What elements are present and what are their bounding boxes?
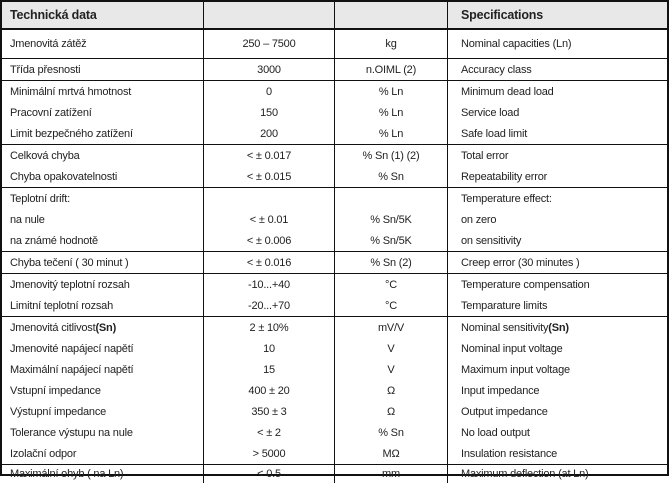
row-value-text: -20...+70 bbox=[248, 299, 290, 312]
row-label-english-text: Total error bbox=[461, 149, 509, 162]
row-label-english-text: Nominal input voltage bbox=[461, 342, 563, 355]
table-row bbox=[2, 316, 667, 338]
row-label-english-bold-text: (Sn) bbox=[548, 321, 569, 334]
row-value bbox=[203, 59, 334, 80]
row-label-czech-text: Tolerance výstupu na nule bbox=[10, 426, 133, 439]
row-label-czech-text: Izolační odpor bbox=[10, 447, 77, 460]
row-label-english-text: Maximum deflection (at Ln) bbox=[461, 468, 589, 480]
row-value-text: < 0.5 bbox=[257, 468, 281, 480]
row-value-text: 10 bbox=[263, 342, 275, 355]
table-row bbox=[2, 29, 667, 58]
row-unit bbox=[334, 30, 447, 58]
row-value bbox=[203, 465, 334, 483]
row-label-czech-text: na známé hodnotě bbox=[10, 234, 98, 247]
row-value bbox=[203, 380, 334, 401]
table-row bbox=[2, 123, 667, 144]
row-label-english-text: Insulation resistance bbox=[461, 447, 558, 460]
row-label-english bbox=[447, 359, 667, 380]
row-label-english bbox=[447, 123, 667, 144]
row-label-czech-text: Chyba tečení ( 30 minut ) bbox=[10, 256, 129, 269]
header-unit-column bbox=[334, 2, 447, 28]
row-unit bbox=[334, 252, 447, 273]
row-value bbox=[203, 274, 334, 295]
row-label-english bbox=[447, 81, 667, 102]
row-unit-text: Ω bbox=[386, 405, 396, 418]
row-label-english bbox=[447, 465, 667, 483]
row-label-czech bbox=[2, 209, 203, 230]
row-label-czech bbox=[2, 338, 203, 359]
row-unit bbox=[334, 295, 447, 316]
row-unit-text: kg bbox=[385, 38, 397, 50]
table-row bbox=[2, 443, 667, 464]
row-label-english-text: Safe load limit bbox=[461, 127, 528, 140]
row-label-english-text: Temparature limits bbox=[461, 299, 548, 312]
row-label-english bbox=[447, 188, 667, 209]
row-unit-text: % Ln bbox=[378, 106, 404, 119]
row-unit bbox=[334, 443, 447, 464]
row-value-text: 15 bbox=[263, 363, 275, 376]
row-value-text: 350 ± 3 bbox=[251, 405, 287, 418]
row-label-english-text: Maximum input voltage bbox=[461, 363, 570, 376]
table-row bbox=[2, 295, 667, 316]
row-unit bbox=[334, 338, 447, 359]
row-value bbox=[203, 295, 334, 316]
row-label-english bbox=[447, 380, 667, 401]
row-label-czech bbox=[2, 401, 203, 422]
row-unit bbox=[334, 59, 447, 80]
row-label-czech bbox=[2, 123, 203, 144]
row-unit bbox=[334, 274, 447, 295]
row-label-czech bbox=[2, 359, 203, 380]
row-value bbox=[203, 30, 334, 58]
row-label-czech bbox=[2, 59, 203, 80]
row-unit-text: % Sn (1) (2) bbox=[362, 149, 420, 162]
row-label-czech bbox=[2, 422, 203, 443]
row-value bbox=[203, 401, 334, 422]
row-label-english-text: Nominal sensitivity bbox=[461, 321, 549, 334]
row-value bbox=[203, 166, 334, 187]
row-label-english bbox=[447, 59, 667, 80]
table-row bbox=[2, 209, 667, 230]
row-label-czech bbox=[2, 145, 203, 166]
row-unit bbox=[334, 465, 447, 483]
row-label-english bbox=[447, 295, 667, 316]
row-value-text: < ± 2 bbox=[257, 426, 281, 439]
row-label-english bbox=[447, 317, 667, 338]
row-value bbox=[203, 209, 334, 230]
row-unit-text: n.OIML (2) bbox=[365, 63, 417, 76]
table-row bbox=[2, 187, 667, 209]
row-label-english-text: Nominal capacities (Ln) bbox=[461, 38, 572, 50]
row-label-english bbox=[447, 401, 667, 422]
row-label-czech bbox=[2, 188, 203, 209]
row-label-czech bbox=[2, 295, 203, 316]
row-label-english bbox=[447, 422, 667, 443]
row-unit bbox=[334, 317, 447, 338]
row-label-czech-text: Pracovní zatížení bbox=[10, 106, 92, 119]
row-label-english bbox=[447, 230, 667, 251]
header-english-title: Specifications bbox=[447, 2, 667, 28]
row-unit-text: % Sn/5K bbox=[370, 213, 412, 226]
row-label-english-text: Repeatability error bbox=[461, 170, 548, 183]
table-row bbox=[2, 338, 667, 359]
row-label-czech-text: Jmenovitý teplotní rozsah bbox=[10, 278, 130, 291]
row-label-czech-text: na nule bbox=[10, 213, 45, 226]
row-label-czech bbox=[2, 317, 203, 338]
row-unit-text: °C bbox=[385, 278, 397, 291]
row-label-english bbox=[447, 338, 667, 359]
row-label-czech-text: Maximální napájecí napětí bbox=[10, 363, 134, 376]
row-label-czech-text: Třída přesnosti bbox=[10, 63, 81, 76]
table-row bbox=[2, 380, 667, 401]
row-value-text: < ± 0.01 bbox=[249, 213, 289, 226]
row-unit-text: V bbox=[387, 363, 395, 376]
row-label-czech-text: Výstupní impedance bbox=[10, 405, 107, 418]
header-value-column bbox=[203, 2, 334, 28]
row-label-czech-text: Limitní teplotní rozsah bbox=[10, 299, 114, 312]
row-label-czech bbox=[2, 166, 203, 187]
row-label-czech bbox=[2, 230, 203, 251]
row-value-text: 250 – 7500 bbox=[242, 38, 296, 50]
row-label-english-text: Input impedance bbox=[461, 384, 540, 397]
row-unit-text: mm bbox=[382, 468, 400, 480]
row-value-text: 2 ± 10% bbox=[249, 321, 289, 334]
row-label-czech-text: Jmenovitá zátěž bbox=[10, 38, 87, 50]
table-row bbox=[2, 102, 667, 123]
table-row bbox=[2, 58, 667, 80]
row-value-text: < ± 0.015 bbox=[246, 170, 292, 183]
row-value-text: 150 bbox=[260, 106, 278, 119]
row-label-english-text: Output impedance bbox=[461, 405, 548, 418]
row-value-text: < ± 0.016 bbox=[246, 256, 292, 269]
row-value-text: 0 bbox=[266, 85, 272, 98]
row-label-english bbox=[447, 252, 667, 273]
row-unit-text: Ω bbox=[386, 384, 396, 397]
row-label-english bbox=[447, 166, 667, 187]
row-unit-text: % Sn/5K bbox=[370, 234, 412, 247]
row-unit-text: °C bbox=[385, 299, 397, 312]
row-unit bbox=[334, 102, 447, 123]
row-value bbox=[203, 338, 334, 359]
row-label-english-text: on sensitivity bbox=[461, 234, 522, 247]
row-unit bbox=[334, 209, 447, 230]
row-label-czech-text: Vstupní impedance bbox=[10, 384, 101, 397]
row-label-english bbox=[447, 30, 667, 58]
row-value bbox=[203, 81, 334, 102]
table-row bbox=[2, 359, 667, 380]
table-row bbox=[2, 401, 667, 422]
row-value-text: > 5000 bbox=[252, 447, 286, 460]
row-unit-text: % Sn (2) bbox=[370, 256, 412, 269]
row-value bbox=[203, 317, 334, 338]
row-value-text: < ± 0.006 bbox=[246, 234, 292, 247]
row-value-text: 3000 bbox=[257, 63, 281, 76]
row-unit bbox=[334, 123, 447, 144]
row-label-english-text: on zero bbox=[461, 213, 497, 226]
row-value bbox=[203, 145, 334, 166]
row-label-czech bbox=[2, 443, 203, 464]
row-value bbox=[203, 359, 334, 380]
row-value bbox=[203, 443, 334, 464]
row-unit bbox=[334, 188, 447, 209]
row-unit-text: % Sn bbox=[378, 426, 404, 439]
row-unit-text: % Sn bbox=[378, 170, 404, 183]
row-label-czech-text: Chyba opakovatelnosti bbox=[10, 170, 118, 183]
row-unit bbox=[334, 145, 447, 166]
row-unit bbox=[334, 422, 447, 443]
row-label-czech bbox=[2, 380, 203, 401]
row-unit bbox=[334, 359, 447, 380]
table-row bbox=[2, 80, 667, 102]
row-value bbox=[203, 188, 334, 209]
row-label-czech bbox=[2, 274, 203, 295]
row-label-english bbox=[447, 443, 667, 464]
row-unit-text: V bbox=[387, 342, 395, 355]
row-value bbox=[203, 123, 334, 144]
row-value-text: < ± 0.017 bbox=[246, 149, 292, 162]
row-label-czech-text: Maximální ohyb ( na Ln) bbox=[10, 468, 124, 480]
row-label-czech-bold-text: (Sn) bbox=[95, 321, 117, 334]
row-value bbox=[203, 102, 334, 123]
row-label-czech bbox=[2, 465, 203, 483]
table-row bbox=[2, 144, 667, 166]
table-row bbox=[2, 251, 667, 273]
row-label-czech-text: Jmenovitá citlivost bbox=[10, 321, 96, 334]
table-row bbox=[2, 230, 667, 251]
row-label-english-text: Service load bbox=[461, 106, 520, 119]
row-label-czech-text: Minimální mrtvá hmotnost bbox=[10, 85, 132, 98]
row-label-english-text: Temperature compensation bbox=[461, 278, 590, 291]
row-unit-text: mV/V bbox=[377, 321, 405, 334]
row-value-text: 400 ± 20 bbox=[248, 384, 290, 397]
row-label-czech bbox=[2, 252, 203, 273]
row-unit bbox=[334, 166, 447, 187]
row-label-english-text: Creep error (30 minutes ) bbox=[461, 256, 580, 269]
table-row bbox=[2, 166, 667, 187]
row-unit bbox=[334, 81, 447, 102]
row-unit-text: % Ln bbox=[378, 85, 404, 98]
row-label-czech-text: Jmenovité napájecí napětí bbox=[10, 342, 134, 355]
row-label-czech bbox=[2, 102, 203, 123]
header-czech-title: Technická data bbox=[10, 8, 97, 22]
table-row bbox=[2, 464, 667, 483]
row-value bbox=[203, 422, 334, 443]
row-unit bbox=[334, 230, 447, 251]
row-label-english bbox=[447, 274, 667, 295]
table-header-row bbox=[2, 2, 667, 29]
row-unit bbox=[334, 401, 447, 422]
row-value-text: -10...+40 bbox=[248, 278, 290, 291]
row-unit bbox=[334, 380, 447, 401]
row-unit-text: % Ln bbox=[378, 127, 404, 140]
row-label-czech-text: Celková chyba bbox=[10, 149, 80, 162]
row-label-english-text: Accuracy class bbox=[461, 63, 532, 76]
row-value bbox=[203, 230, 334, 251]
row-label-czech-text: Limit bezpečného zatížení bbox=[10, 127, 133, 140]
row-label-english bbox=[447, 209, 667, 230]
row-value bbox=[203, 252, 334, 273]
row-label-english bbox=[447, 102, 667, 123]
row-label-english bbox=[447, 145, 667, 166]
row-label-czech bbox=[2, 81, 203, 102]
row-label-english-text: No load output bbox=[461, 426, 530, 439]
row-label-english-text: Temperature effect: bbox=[461, 192, 552, 205]
row-label-czech bbox=[2, 30, 203, 58]
row-label-czech-text: Teplotní drift: bbox=[10, 192, 70, 205]
row-unit-text: MΩ bbox=[382, 447, 400, 460]
table-row bbox=[2, 273, 667, 295]
table-row bbox=[2, 422, 667, 443]
row-value-text: 200 bbox=[260, 127, 278, 140]
row-label-english-text: Minimum dead load bbox=[461, 85, 554, 98]
